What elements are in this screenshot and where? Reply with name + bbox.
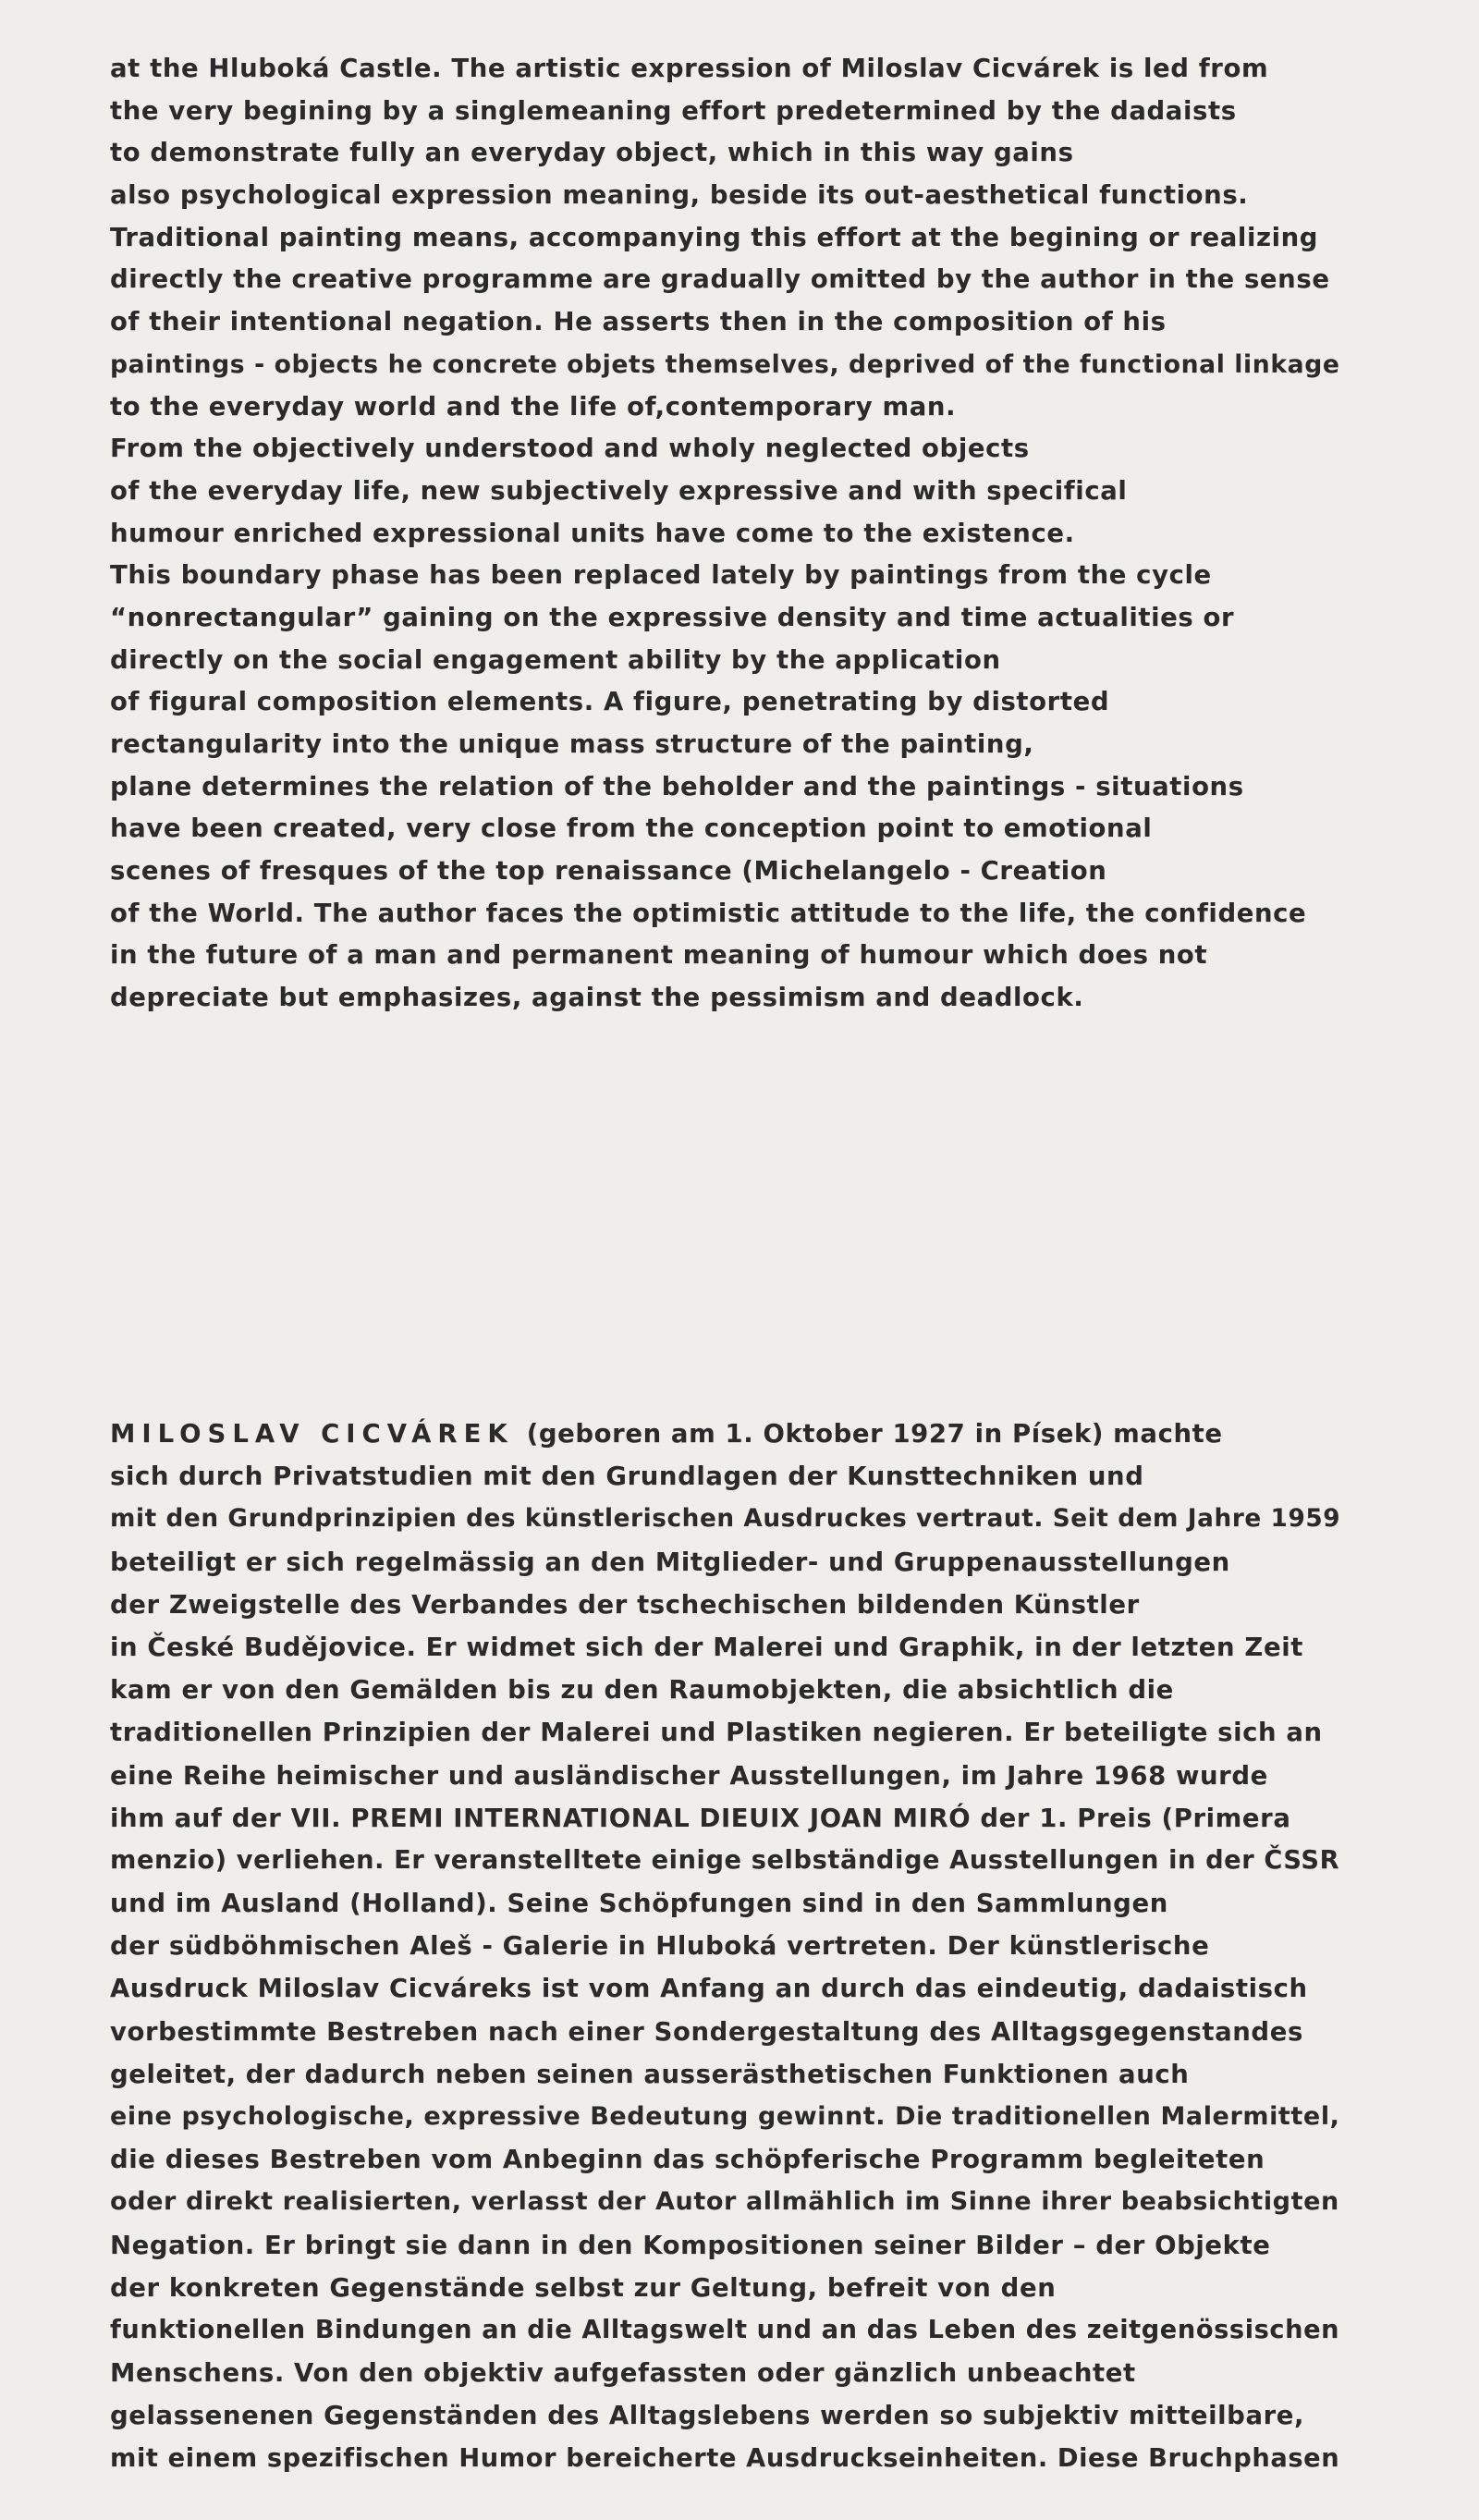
text-line: directly the creative programme are gradually omitted by the author in the sense <box>110 264 1330 295</box>
text-line: paintings - objects he concrete objets themselves, deprived of the functional linkage <box>110 349 1340 379</box>
text-line: This boundary phase has been replaced lately by paintings from the cycle <box>110 560 1212 591</box>
text-line: mit einem spezifischen Humor bereicherte Ausdruckseinheiten. Diese Bruchphasen <box>110 2443 1340 2473</box>
text-line: und im Ausland (Holland). Seine Schöpfungen sind in den Sammlungen <box>110 1889 1168 1919</box>
text-line: scenes of fresques of the top renaissance (Michelangelo - Creation <box>110 856 1107 887</box>
text-line: ihm auf der VII. PREMI INTERNATIONAL DIEUIX JOAN MIRÓ der 1. Preis (Primera <box>110 1803 1291 1833</box>
text-line: der Zweigstelle des Verbandes der tschechischen bildenden Künstler <box>110 1589 1140 1620</box>
text-line: have been created, very close from the conception point to emotional <box>110 813 1153 844</box>
text-line: traditionellen Prinzipien der Malerei und Plastiken negieren. Er beteiligte sich an <box>110 1718 1323 1748</box>
text-line: eine Reihe heimischer und ausländischer Ausstellungen, im Jahre 1968 wurde <box>110 1760 1268 1791</box>
text-line: eine psychologische, expressive Bedeutung gewinnt. Die traditionellen Malermittel, <box>110 2102 1340 2131</box>
text-line: beteiligt er sich regelmässig an den Mitglieder- und Gruppenausstellungen <box>110 1547 1230 1577</box>
text-line: geleitet, der dadurch neben seinen ausserästhetischen Funktionen auch <box>110 2059 1190 2089</box>
text-line: the very begining by a singlemeaning effort predetermined by the dadaists <box>110 95 1237 126</box>
text-line: humour enriched expressional units have come to the existence. <box>110 518 1075 548</box>
german-first-line <box>110 1413 1339 1455</box>
text-line: der konkreten Gegenstände selbst zur Geltung, befreit von den <box>110 2272 1057 2303</box>
text-line: Menschens. Von den objektiv aufgefassten oder gänzlich unbeachtet <box>110 2358 1136 2389</box>
text-line: directly on the social engagement ability by the application <box>110 644 1001 675</box>
text-line: Traditional painting means, accompanying this effort at the begining or realizing <box>110 222 1319 252</box>
text-line: at the Hluboká Castle. The artistic expression of Miloslav Cicvárek is led from <box>110 54 1269 83</box>
text-line: kam er von den Gemälden bis zu den Raumobjekten, die absichtlich die <box>110 1675 1174 1706</box>
text-line: to the everyday world and the life of,contemporary man. <box>110 391 957 422</box>
english-text-block <box>110 48 1339 1020</box>
text-line: also psychological expression meaning, beside its out-aesthetical functions. <box>110 180 1249 211</box>
text-line: mit den Grundprinzipien des künstlerischen Ausdruckes vertraut. Seit dem Jahre 1959 <box>110 1505 1341 1534</box>
text-line: rectangularity into the unique mass structure of the painting, <box>110 729 1034 759</box>
text-line: der südböhmischen Aleš - Galerie in Hluboká vertreten. Der künstlerische <box>110 1931 1210 1962</box>
text-line: of their intentional negation. He asserts then in the composition of his <box>110 307 1167 337</box>
text-line: Negation. Er bringt sie dann in den Kompositionen seiner Bilder – der Objekte <box>110 2230 1271 2260</box>
text-line: in the future of a man and permanent meaning of humour which does not <box>110 940 1208 971</box>
text-line: “nonrectangular” gaining on the expressive density and time actualities or <box>110 602 1235 632</box>
german-text-block <box>110 1413 1339 2480</box>
text-line: of the everyday life, new subjectively expressive and with specifical <box>110 475 1128 506</box>
birth-info: (geboren am 1. Oktober 1927 in Písek) machte <box>526 1419 1223 1449</box>
text-line: From the objectively understood and wholy neglected objects <box>110 434 1030 464</box>
text-line: of the World. The author faces the optimistic attitude to the life, the confidence <box>110 898 1307 928</box>
text-line: sich durch Privatstudien mit den Grundlagen der Kunsttechniken und <box>110 1462 1144 1492</box>
text-line: gelassenenen Gegenständen des Alltagslebens werden so subjektiv mitteilbare, <box>110 2401 1305 2431</box>
text-line: vorbestimmte Bestreben nach einer Sondergestaltung des Alltagsgegenstandes <box>110 2016 1303 2047</box>
artist-name: MILOSLAV CICVÁREK <box>110 1419 514 1449</box>
text-line: die dieses Bestreben vom Anbeginn das schöpferische Programm begleiteten <box>110 2145 1265 2175</box>
text-line: funktionellen Bindungen an die Alltagswelt und an das Leben des zeitgenössischen <box>110 2315 1340 2344</box>
text-line: Ausdruck Miloslav Cicváreks ist vom Anfang an durch das eindeutig, dadaistisch <box>110 1974 1308 2004</box>
text-line: to demonstrate fully an everyday object, which in this way gains <box>110 138 1074 168</box>
text-line: oder direkt realisierten, verlasst der Autor allmählich im Sinne ihrer beabsichtigten <box>110 2187 1339 2217</box>
text-line: depreciate but emphasizes, against the pessimism and deadlock. <box>110 983 1084 1013</box>
text-line: in České Budějovice. Er widmet sich der Malerei und Graphik, in der letzten Zeit <box>110 1632 1303 1662</box>
text-line: menzio) verliehen. Er veranstelltete einige selbständige Ausstellungen in der ČSSR <box>110 1845 1340 1875</box>
text-line: plane determines the relation of the beholder and the paintings - situations <box>110 771 1244 801</box>
text-line: of figural composition elements. A figure, penetrating by distorted <box>110 687 1110 717</box>
